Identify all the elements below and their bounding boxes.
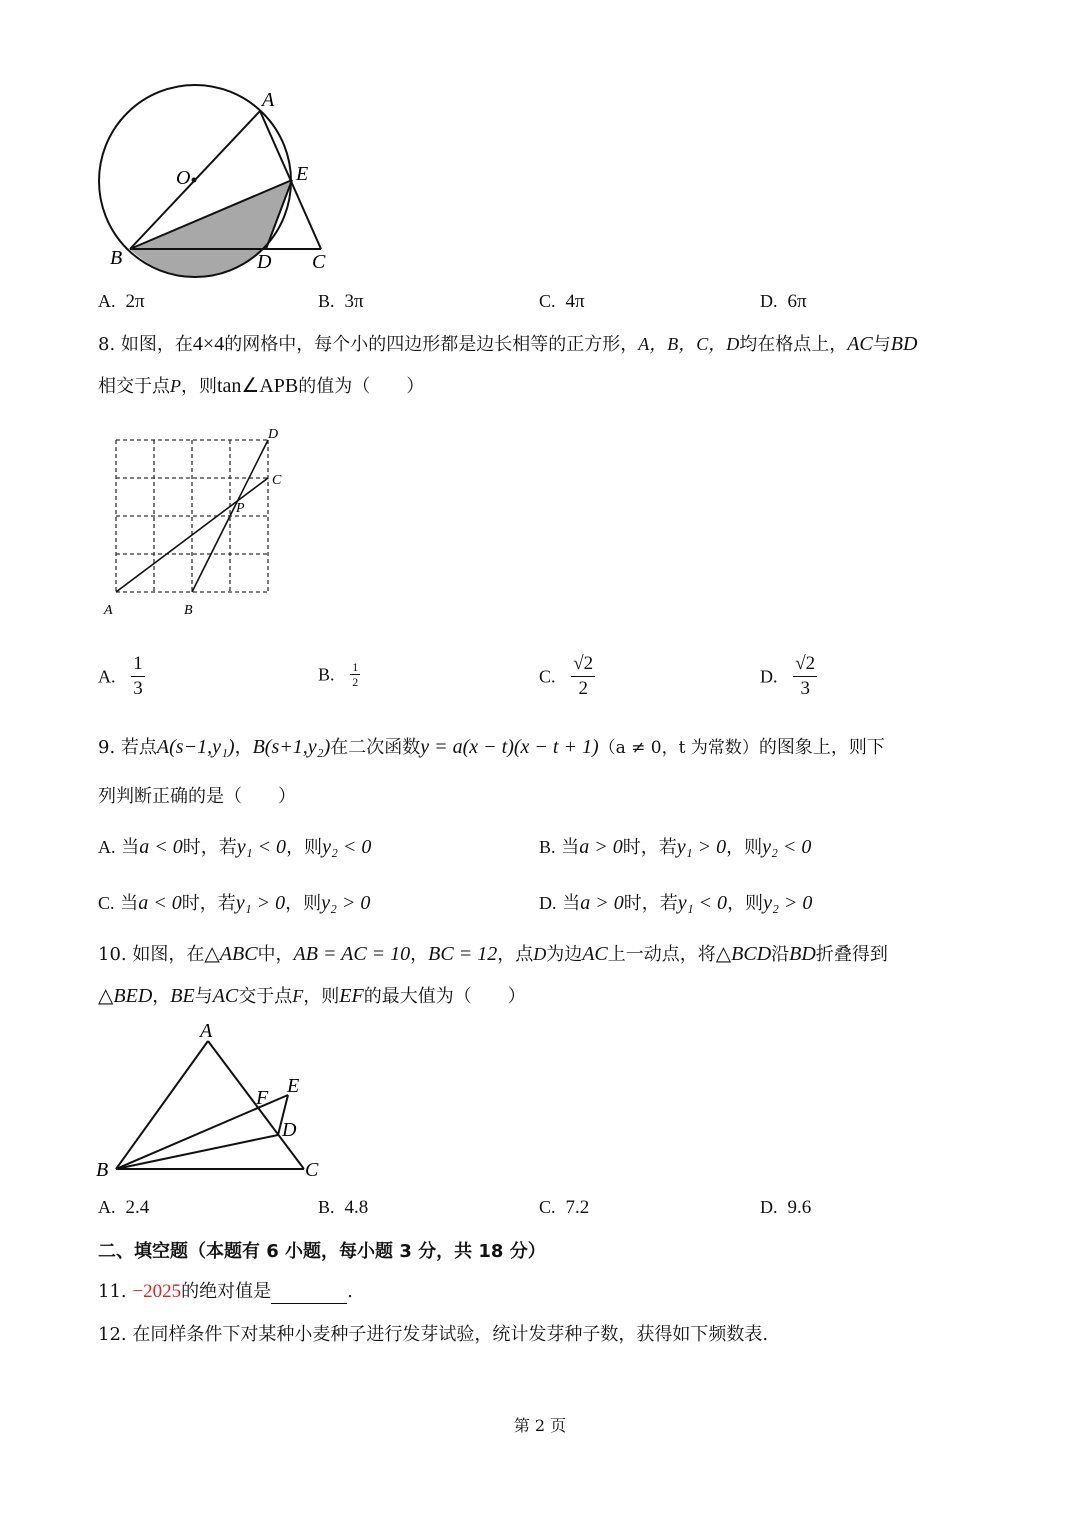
label-a: A [104,603,113,618]
label-d: D [268,427,279,442]
label-b: B [110,247,123,269]
q7-option-b[interactable]: B. 3π [318,291,364,312]
q10-line1: 10. 如图，在△ABC中，AB = AC = 10，BC = 12，点D为边AC上一动点，将△BCD沿BD折叠得到 [98,943,888,965]
q10-option-d[interactable]: D. 9.6 [760,1197,812,1218]
section-title: 二、填空题（本题有 6 小题，每小题 3 分，共 18 分） [98,1241,546,1262]
q8-option-d[interactable]: D. $\frac{√2}{3}$ [760,653,816,699]
q10-option-b[interactable]: B. 4.8 [318,1197,369,1218]
label-p: P [236,501,245,516]
q8-figure [98,424,298,620]
label-d: D [282,1119,297,1141]
label-a: A [200,1020,213,1042]
q9-option-a[interactable]: A. 当a < 0时，若y₁ < 0，则y₂ < 0 [98,836,372,858]
fraction: $\frac{√2}{3}$ [795,653,816,699]
label-b: B [184,603,193,618]
q9-option-d[interactable]: D. 当a > 0时，若y₁ < 0，则y₂ > 0 [539,892,813,914]
label-c: C [305,1159,319,1181]
q10-option-a[interactable]: A. 2.4 [98,1197,150,1218]
label-d: D [257,251,272,273]
answer-blank[interactable] [271,1285,347,1304]
q11: 11. −2025的绝对值是 . [98,1281,353,1302]
q12: 12. 在同样条件下对某种小麦种子进行发芽试验，统计发芽种子数，获得如下频数表. [98,1324,769,1345]
q10-figure [90,1018,340,1186]
fraction: $\frac{1}{2}$ [352,660,359,689]
q9-line2: 列判断正确的是（ ） [98,786,296,807]
center-dot [192,178,197,183]
q10-line2: △BED，BE与AC交于点F，则EF的最大值为（ ） [98,985,526,1007]
fraction: $\frac{√2}{2}$ [573,653,594,699]
q7-option-d[interactable]: D. 6π [760,291,807,312]
page-number: 第 2 页 [513,1416,567,1435]
q9-option-c[interactable]: C. 当a < 0时，若y₁ > 0，则y₂ > 0 [98,892,371,914]
q8-option-c[interactable]: C. $\frac{√2}{2}$ [539,653,594,699]
q8-option-b[interactable]: B. $\frac{1}{2}$ [318,660,359,689]
q7-option-a[interactable]: A. 2π [98,291,145,312]
label-e: E [287,1075,300,1097]
q9-line1: 9. 若点A(s−1,y₁)，B(s+1,y₂)在二次函数y = a(x − t)(x − t + 1)（a ≠ 0，t 为常数）的图象上，则下 [98,736,885,758]
q9-option-b[interactable]: B. 当a > 0时，若y₁ > 0，则y₂ < 0 [539,836,812,858]
q8-line1: 8. 如图，在4×4的网格中，每个小的四边形都是边长相等的正方形，A，B，C，D均在格点上，AC与BD [98,333,918,355]
q8-line2: 相交于点P，则tan∠APB的值为（ ） [98,375,425,397]
q7-figure [90,80,350,280]
label-o: O [176,167,191,189]
q10-option-c[interactable]: C. 7.2 [539,1197,590,1218]
label-b: B [96,1159,109,1181]
label-a: A [262,89,275,111]
label-e: E [296,163,309,185]
label-c: C [272,473,282,488]
q7-option-c[interactable]: C. 4π [539,291,585,312]
label-f: F [256,1087,269,1109]
fraction: $\frac{1}{3}$ [133,653,143,699]
q8-option-a[interactable]: A. $\frac{1}{3}$ [98,653,143,699]
label-c: C [312,251,326,273]
